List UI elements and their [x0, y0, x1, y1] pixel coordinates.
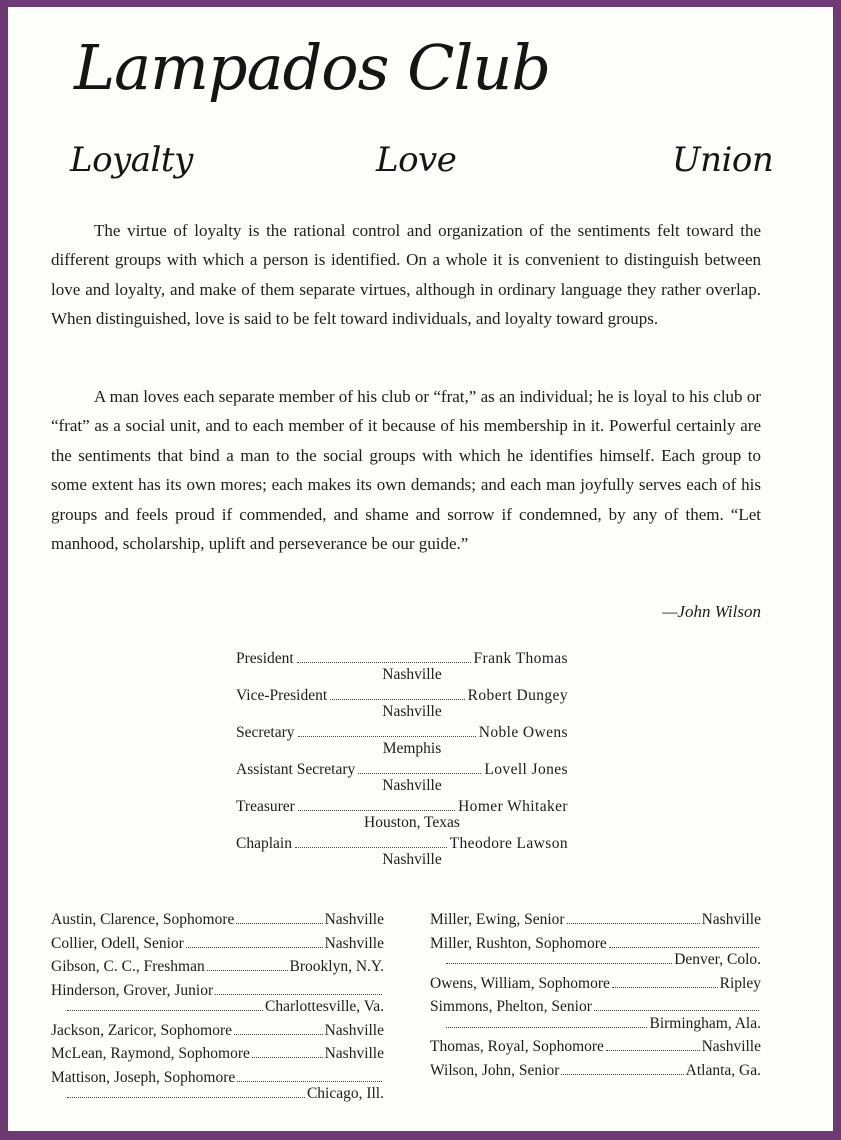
member-name: Gibson, C. C., Freshman — [51, 958, 205, 975]
member-entry — [51, 959, 384, 976]
member-city: Nashville — [324, 934, 384, 952]
officer-city: Memphis — [382, 740, 442, 757]
member-city: Nashville — [701, 1038, 761, 1055]
member-name: Jackson, Zaricor, Sophomore — [51, 1021, 233, 1039]
member-entry — [51, 1046, 384, 1063]
member-city: Birmingham, Ala. — [649, 1014, 761, 1032]
member-entry — [430, 976, 761, 993]
member-entry — [51, 1023, 384, 1040]
officer-assistant-secretary — [236, 761, 568, 794]
member-city: Charlottesville, Va. — [265, 998, 384, 1015]
member-entry — [430, 1063, 761, 1080]
member-entry — [51, 936, 384, 953]
officer-title: Secretary — [236, 724, 295, 741]
officer-president — [236, 650, 568, 683]
officer-chaplain — [236, 835, 568, 868]
member-city: Brooklyn, N.Y. — [289, 958, 384, 975]
officer-title: President — [236, 650, 294, 667]
member-name: Collier, Odell, Senior — [51, 934, 184, 952]
member-entry — [51, 983, 384, 1016]
officer-name: Homer Whitaker — [458, 798, 568, 815]
motto-loyalty: Loyalty — [70, 140, 193, 180]
officer-treasurer — [236, 798, 568, 831]
officer-city: Nashville — [382, 703, 442, 720]
member-name: Simmons, Phelton, Senior — [430, 998, 592, 1015]
members-list-right — [430, 912, 761, 1086]
officer-title: Vice-President — [236, 687, 328, 704]
member-entry — [51, 1070, 384, 1103]
paragraph-frat: A man loves each separate member of his club or “frat,” as an individual; he is loyal to his club or “frat” as a social unit, and to each member of it because of his membership in it. Powerful certainly are the sentiments that bind a man to the social groups with which he identifies himself. Each group to some extent has its own mores; each makes its own demands; and each man joyfully serves each of his groups and feels proud if commended, and shame and sorrow if condemned, by any of them. “Let manhood, scholarship, uplift and perseverance be our guide.” — [51, 387, 761, 554]
officer-city: Houston, Texas — [364, 814, 460, 831]
member-name: Austin, Clarence, Sophomore — [51, 911, 235, 928]
member-entry — [430, 1039, 761, 1056]
officer-title: Treasurer — [236, 798, 295, 815]
member-city: Denver, Colo. — [674, 951, 761, 968]
member-city: Chicago, Ill. — [306, 1085, 384, 1102]
motto-love: Love — [376, 140, 457, 180]
member-name: McLean, Raymond, Sophomore — [51, 1045, 250, 1062]
member-city: Nashville — [324, 1045, 384, 1062]
member-name: Miller, Rushton, Sophomore — [430, 934, 607, 952]
member-entry — [51, 912, 384, 929]
officer-title: Assistant Secretary — [236, 761, 356, 778]
motto-union: Union — [672, 140, 774, 180]
officer-city: Nashville — [382, 666, 442, 683]
member-entry — [430, 999, 761, 1032]
member-city: Nashville — [701, 911, 761, 928]
officer-city: Nashville — [382, 777, 442, 794]
member-name: Thomas, Royal, Sophomore — [430, 1038, 604, 1055]
member-city: Nashville — [324, 911, 384, 928]
member-name: Mattison, Joseph, Sophomore — [51, 1068, 236, 1086]
officer-name: Theodore Lawson — [449, 835, 568, 852]
attribution: —John Wilson — [662, 602, 761, 621]
officer-title: Chaplain — [236, 835, 292, 852]
member-name: Hinderson, Grover, Junior — [51, 981, 214, 999]
officer-name: Noble Owens — [478, 724, 568, 741]
member-city: Atlanta, Ga. — [685, 1061, 761, 1079]
member-city: Nashville — [324, 1021, 384, 1039]
member-entry — [430, 936, 761, 969]
member-name: Owens, William, Sophomore — [430, 974, 610, 992]
officer-name: Frank Thomas — [473, 650, 568, 667]
members-list-left — [51, 912, 384, 1110]
officer-secretary — [236, 724, 568, 757]
member-entry — [430, 912, 761, 929]
officer-vice-president — [236, 687, 568, 720]
member-name: Wilson, John, Senior — [430, 1061, 560, 1079]
paragraph-loyalty: The virtue of loyalty is the rational control and organization of the sentiments felt toward the different groups with which a person is identified. On a whole it is convenient to distinguish between love and loyalty, and make of them separate virtues, although in ordinary language they rather overlap. When distinguished, love is said to be felt toward individuals, and loyalty toward groups. — [51, 221, 761, 329]
document-page — [8, 7, 833, 1131]
member-name: Miller, Ewing, Senior — [430, 911, 565, 928]
officer-city: Nashville — [382, 851, 442, 868]
club-title: Lampados Club — [74, 31, 551, 104]
officer-name: Lovell Jones — [484, 761, 568, 778]
officers-list — [236, 650, 568, 872]
officer-name: Robert Dungey — [467, 687, 568, 704]
member-city: Ripley — [719, 974, 761, 992]
